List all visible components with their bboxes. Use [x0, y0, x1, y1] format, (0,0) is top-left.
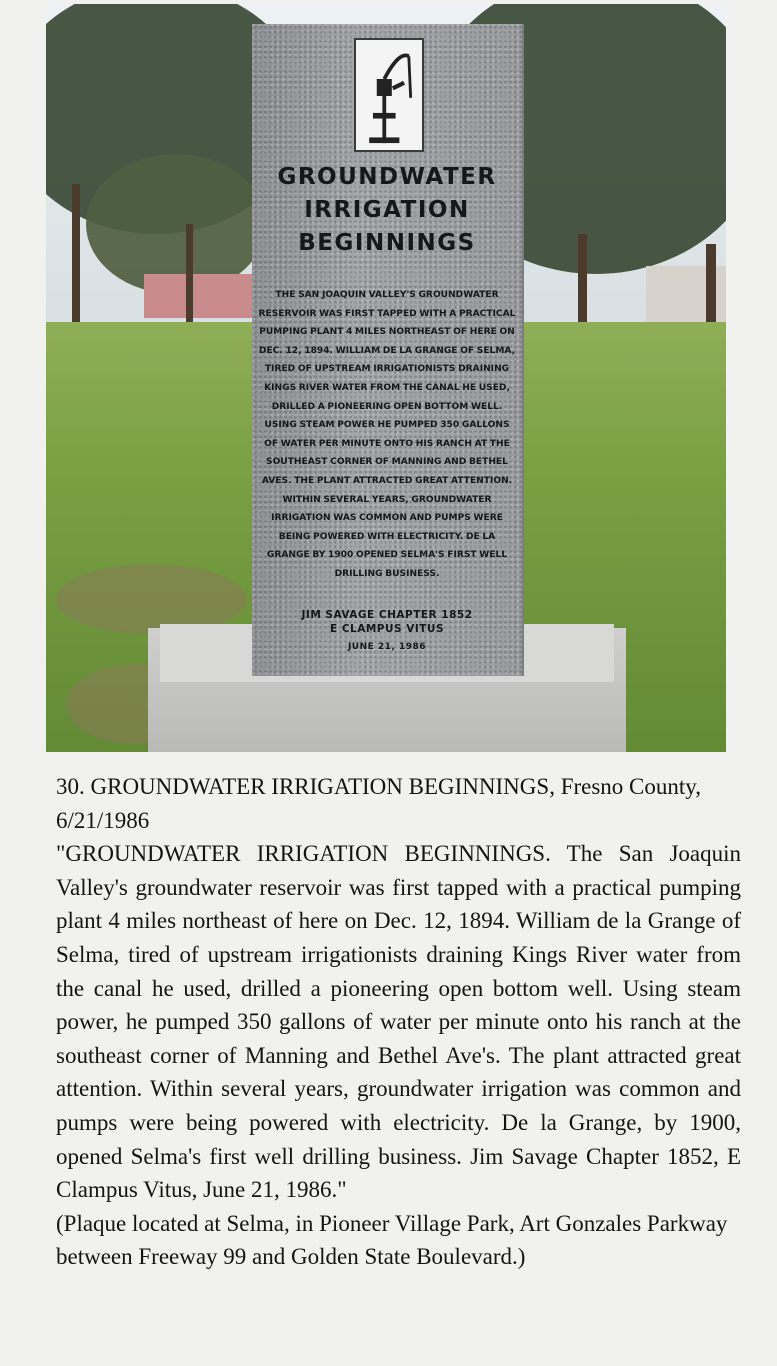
- entry-heading: 30. GROUNDWATER IRRIGATION BEGINNINGS, Fresno County, 6/21/1986: [56, 774, 702, 833]
- plaque-photograph: [46, 4, 726, 752]
- plaque-title-line: GROUNDWATER: [277, 164, 497, 190]
- plaque-title: [252, 161, 522, 260]
- plaque-credit-line: JIM SAVAGE CHAPTER 1852: [301, 609, 473, 621]
- granite-monument: [252, 24, 522, 676]
- plaque-credit: [252, 608, 522, 636]
- location-note: (Plaque located at Selma, in Pioneer Village Park, Art Gonzales Parkway between Freeway 99 and Golden State Boulevard.): [56, 1210, 728, 1270]
- plaque-credit-line: E CLAMPUS VITUS: [329, 623, 445, 635]
- background-building: [144, 274, 256, 318]
- caption-block: [56, 770, 741, 1274]
- plaque-date: JUNE 21, 1986: [347, 642, 427, 652]
- inscription-quote: "GROUNDWATER IRRIGATION BEGINNINGS. The San Joaquin Valley's groundwater reservoir was first tapped with a practical pumping plant 4 miles northeast of here on Dec. 12, 1894. William de la Grange of Selma, tired of upstream irrigationists draining Kings River water from the canal he used, drilled a pioneering open bottom well. Using steam power, he pumped 350 gallons of water per minute onto his ranch at the southeast corner of Manning and Bethel Ave's. The plant attracted great attention. Within several years, groundwater irrigation was common and pumps were being powered with electricity. De la Grange, by 1900, opened Selma's first well drilling business. Jim Savage Chapter 1852, E Clampus Vitus, June 21, 1986.": [56, 841, 741, 1203]
- hand-pump-icon: [354, 38, 424, 152]
- plaque-title-line: IRRIGATION: [304, 197, 470, 223]
- plaque-title-line: BEGINNINGS: [298, 230, 476, 256]
- plaque-body-text: THE SAN JOAQUIN VALLEY'S GROUNDWATER RESERVOIR WAS FIRST TAPPED WITH A PRACTICAL PUMPING PLANT 4 MILES NORTHEAST OF HERE ON DEC. 12, 1894. WILLIAM DE LA GRANGE OF SELMA, TIRED OF UPSTREAM IRRIGATIONISTS DRAINING KINGS RIVER WATER FROM THE CANAL HE USED, DRILLED A PIONEERING OPEN BOTTOM WELL. USING STEAM POWER HE PUMPED 350 GALLONS OF WATER PER MINUTE ONTO HIS RANCH AT THE SOUTHEAST CORNER OF MANNING AND BETHEL AVES. THE PLANT ATTRACTED GREAT ATTENTION. WITHIN SEVERAL YEARS, GROUNDWATER IRRIGATION WAS COMMON AND PUMPS WERE BEING POWERED WITH ELECTRICITY. DE LA GRANGE BY 1900 OPENED SELMA'S FIRST WELL DRILLING BUSINESS.: [258, 290, 516, 579]
